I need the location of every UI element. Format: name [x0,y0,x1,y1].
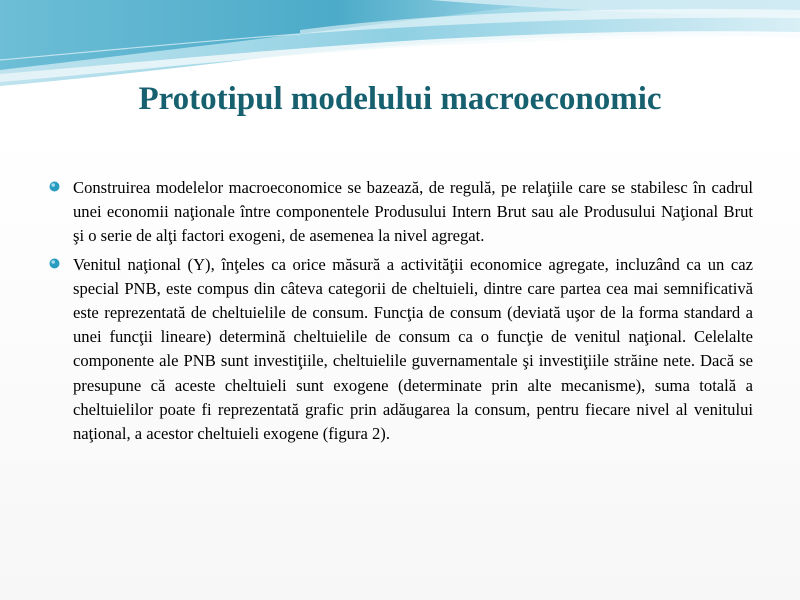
list-item [48,253,753,447]
bullet-list [48,176,753,450]
bullet-dot-icon [49,258,60,269]
bullet-dot-icon [49,181,60,192]
bullet-text: Construirea modelelor macroeconomice se bazează, de regulă, pe relaţiile care se stabilesc în cadrul unei economii naţionale între componentele Produsului Intern Brut sau ale Produsului Naţional Brut şi o serie de alţi factori exogeni, de asemenea la nivel agregat. [73,178,753,246]
bullet-text: Venitul naţional (Y), înţeles ca orice măsură a activităţii economice agregate, incluzând ca un caz special PNB, este compus din câteva categorii de cheltuieli, dintre care partea cea mai semnificativă este reprezentată de cheltuielile de consum. Funcţia de consum (deviată uşor de la forma standard a unei funcţii lineare) determină cheltuielile de consum ca o funcţie de venitul naţional. Celelalte componente ale PNB sunt investiţiile, cheltuielile guvernamentale şi investiţiile străine nete. Dacă se presupune că aceste cheltuieli sunt exogene (determinate prin alte mecanisme), suma totală a cheltuielilor poate fi reprezentată grafic prin adăugarea la consum, pentru fiecare nivel al venitului naţional, a acestor cheltuieli exogene (figura 2). [73,254,753,444]
list-item [48,176,753,249]
slide-title: Prototipul modelului macroeconomic [138,81,662,117]
